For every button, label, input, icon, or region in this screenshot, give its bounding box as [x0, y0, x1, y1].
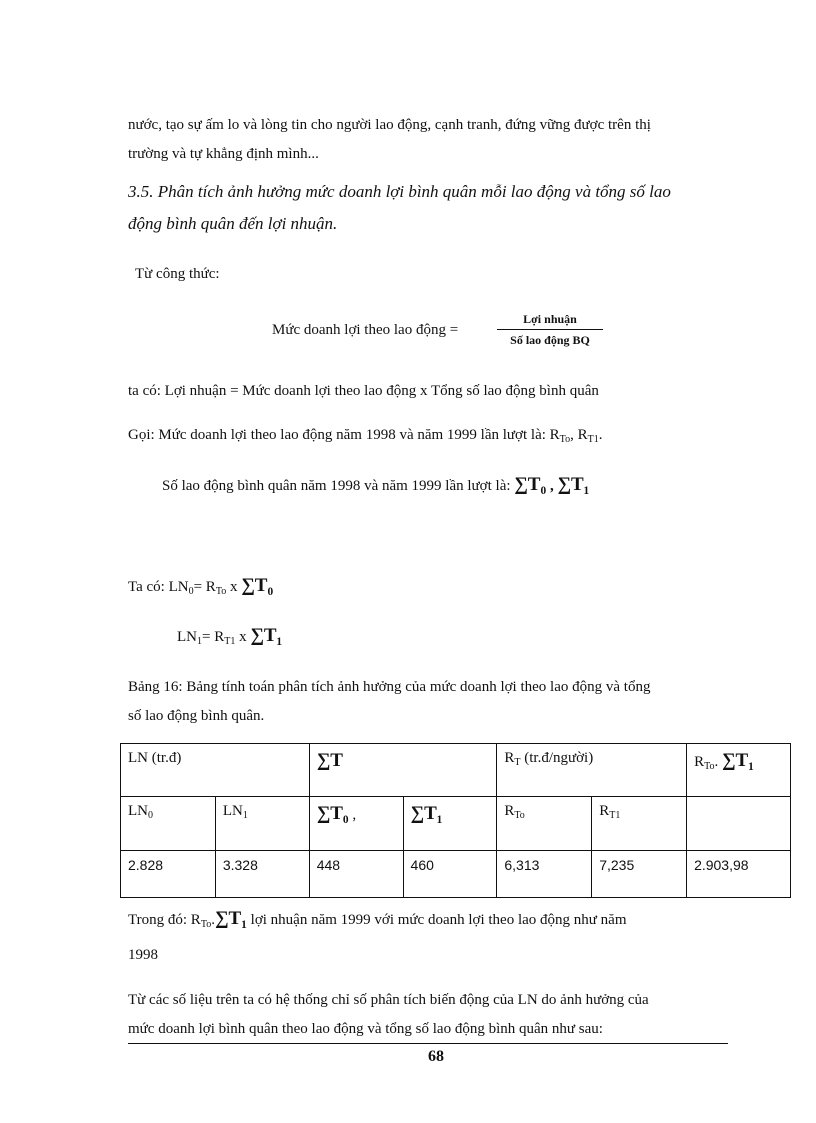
definition-solaodong-text: Số lao động bình quân năm 1998 và năm 1999 lần lượt là: — [162, 478, 511, 494]
header-ln: LN (tr.đ) — [121, 744, 310, 797]
subheader-rto-text: R — [504, 803, 515, 819]
intro-line-1: nước, tạo sự ấm lo và lòng tin cho người lao động, cạnh tranh, đứng vững được trên thị — [128, 117, 651, 133]
equation-ln0 — [128, 577, 273, 601]
equation-eq-r: = R — [193, 579, 216, 595]
footer-divider — [128, 1043, 728, 1044]
subheader-rt1-subscript: T1 — [609, 810, 621, 821]
sum-t0-symbol: ∑T₀ — [514, 474, 547, 495]
cell-rt1-value: 7,235 — [592, 851, 687, 898]
header-sum-t — [309, 744, 497, 797]
sum-t1-symbol: ∑T₁ — [410, 803, 443, 824]
sum-separator: , — [352, 807, 357, 823]
rt1-subscript: T1 — [587, 434, 599, 445]
definition-goi-sep: , R — [570, 427, 588, 443]
conclusion-line-2: mức doanh lợi bình quân theo lao động và tổng số lao động bình quân như sau: — [128, 1021, 603, 1037]
note-line-2: 1998 — [128, 947, 158, 963]
subheader-empty — [687, 797, 791, 851]
formula-fraction — [497, 312, 603, 348]
rto-subscript: To — [215, 586, 227, 597]
ln0-subscript: 0 — [188, 586, 194, 597]
sum-t1-symbol: ∑T₁ — [557, 474, 590, 495]
header-product-subscript: To — [704, 761, 715, 772]
subheader-ln1-text: LN — [222, 803, 243, 819]
equation-eq-r: = R — [202, 629, 225, 645]
note-subscript: To — [200, 919, 212, 930]
table-caption-line-2: số lao động bình quân. — [128, 708, 265, 724]
subheader-rto — [497, 797, 592, 851]
header-rt-subscript: T — [514, 757, 521, 768]
sum-t0-symbol: ∑T₀ — [316, 803, 349, 824]
equation-ta-co: Ta có: LN — [128, 579, 189, 595]
equation-ln1-text: LN — [177, 629, 197, 645]
table-header-row — [121, 744, 791, 797]
sum-separator: , — [549, 478, 554, 494]
header-product-r: R — [694, 754, 705, 770]
definition-goi — [128, 426, 602, 449]
subheader-ln1 — [215, 797, 309, 851]
definition-goi-end: . — [598, 427, 603, 443]
sum-t0-symbol: ∑T₀ — [241, 575, 274, 596]
intro-line-2: trường và tự khẳng định mình... — [128, 146, 319, 162]
subheader-rto-subscript: To — [514, 810, 525, 821]
cell-rto-value: 6,313 — [497, 851, 592, 898]
subheader-ln0-text: LN — [128, 803, 148, 819]
header-rt — [497, 744, 687, 797]
sum-t-symbol: ∑T — [316, 750, 343, 771]
section-heading-line-1: 3.5. Phân tích ảnh hưởng mức doanh lợi bình quân mỗi lao động và tổng số lao — [128, 182, 671, 201]
rto-subscript: To — [559, 434, 571, 445]
formula-intro: Từ công thức: — [135, 266, 220, 282]
page-number: 68 — [428, 1048, 444, 1065]
header-product — [687, 744, 791, 797]
subheader-ln1-subscript: 1 — [242, 810, 248, 821]
header-product-dot: . — [714, 754, 719, 770]
cell-ln1-value: 3.328 — [215, 851, 309, 898]
cell-sum-t1-value: 460 — [403, 851, 497, 898]
subheader-sum-t0 — [309, 797, 403, 851]
formula-denominator: Số lao động BQ — [510, 333, 590, 347]
subheader-ln0 — [121, 797, 216, 851]
sum-t1-symbol: ∑T₁ — [214, 908, 247, 929]
definition-goi-text: Gọi: Mức doanh lợi theo lao động năm 1998 và năm 1999 lần lượt là: R — [128, 427, 560, 443]
cell-product-value: 2.903,98 — [687, 851, 791, 898]
formula-numerator: Lợi nhuận — [497, 312, 603, 330]
sum-t1-symbol: ∑T₁ — [250, 625, 283, 646]
table-subheader-row — [121, 797, 791, 851]
ln1-subscript: 1 — [197, 636, 202, 647]
sum-t1-symbol: ∑T₁ — [722, 750, 754, 771]
cell-sum-t0-value: 448 — [309, 851, 403, 898]
table-caption-line-1: Bảng 16: Bảng tính toán phân tích ảnh hưởng của mức doanh lợi theo lao động và tổng — [128, 679, 651, 695]
subheader-rt1 — [592, 797, 687, 851]
note-pre: Trong đó: R — [128, 912, 201, 928]
definition-solaodong — [162, 476, 589, 495]
equation-ln1 — [177, 627, 282, 651]
formula-derived: ta có: Lợi nhuận = Mức doanh lợi theo lao động x Tổng số lao động bình quân — [128, 383, 599, 399]
subheader-ln0-subscript: 0 — [148, 810, 153, 821]
rt1-subscript: T1 — [224, 636, 236, 647]
section-heading-line-2: động bình quân đến lợi nhuận. — [128, 214, 338, 233]
table-16 — [120, 743, 791, 898]
note-line-1 — [128, 910, 627, 934]
cell-ln0-value: 2.828 — [121, 851, 216, 898]
equation-times: x — [226, 579, 242, 595]
header-rt-unit: (tr.đ/người) — [520, 750, 594, 766]
subheader-rt1-text: R — [599, 803, 610, 819]
note-post: lợi nhuận năm 1999 với mức doanh lợi theo lao động như năm — [246, 912, 627, 928]
header-rt-r: R — [504, 750, 515, 766]
formula-lhs: Mức doanh lợi theo lao động = — [272, 322, 459, 338]
table-row — [121, 851, 791, 898]
equation-times: x — [235, 629, 251, 645]
subheader-sum-t1 — [403, 797, 497, 851]
note-dot: . — [211, 912, 215, 928]
conclusion-line-1: Từ các số liệu trên ta có hệ thống chỉ số phân tích biến động của LN do ảnh hưởng của — [128, 992, 649, 1008]
